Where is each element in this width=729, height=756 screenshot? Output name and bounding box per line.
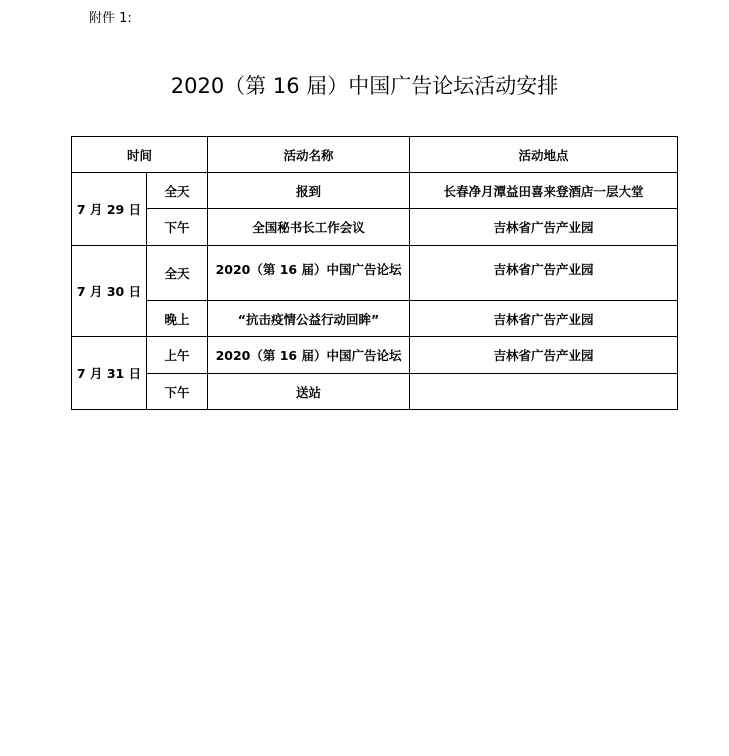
location-cell: 吉林省广告产业园 xyxy=(410,209,678,246)
table-row xyxy=(72,301,678,337)
date-cell: 7 月 30 日 xyxy=(72,246,147,337)
location-cell: 长春净月潭益田喜来登酒店一层大堂 xyxy=(410,173,678,209)
date-cell: 7 月 29 日 xyxy=(72,173,147,246)
location-cell: 吉林省广告产业园 xyxy=(410,301,678,337)
table-row xyxy=(72,173,678,209)
activity-cell: 2020（第 16 届）中国广告论坛 xyxy=(208,246,410,301)
table-row xyxy=(72,209,678,246)
period-cell: 下午 xyxy=(147,209,208,246)
location-cell: 吉林省广告产业园 xyxy=(410,337,678,374)
table-row xyxy=(72,246,678,301)
attachment-label: 附件 1: xyxy=(89,11,132,26)
header-activity: 活动名称 xyxy=(208,137,410,173)
location-cell xyxy=(410,374,678,410)
period-cell: 下午 xyxy=(147,374,208,410)
activity-cell: 送站 xyxy=(208,374,410,410)
header-time: 时间 xyxy=(72,137,208,173)
activity-cell: 全国秘书长工作会议 xyxy=(208,209,410,246)
activity-cell: 报到 xyxy=(208,173,410,209)
period-cell: 晚上 xyxy=(147,301,208,337)
period-cell: 全天 xyxy=(147,173,208,209)
period-cell: 上午 xyxy=(147,337,208,374)
table-header-row xyxy=(72,137,678,173)
activity-cell: 2020（第 16 届）中国广告论坛 xyxy=(208,337,410,374)
header-location: 活动地点 xyxy=(410,137,678,173)
table-row xyxy=(72,337,678,374)
page-title: 2020（第 16 届）中国广告论坛活动安排 xyxy=(170,74,559,98)
period-cell: 全天 xyxy=(147,246,208,301)
activity-cell: “抗击疫情公益行动回眸” xyxy=(208,301,410,337)
date-cell: 7 月 31 日 xyxy=(72,337,147,410)
table-row xyxy=(72,374,678,410)
location-cell: 吉林省广告产业园 xyxy=(410,246,678,301)
schedule-table xyxy=(71,136,678,410)
